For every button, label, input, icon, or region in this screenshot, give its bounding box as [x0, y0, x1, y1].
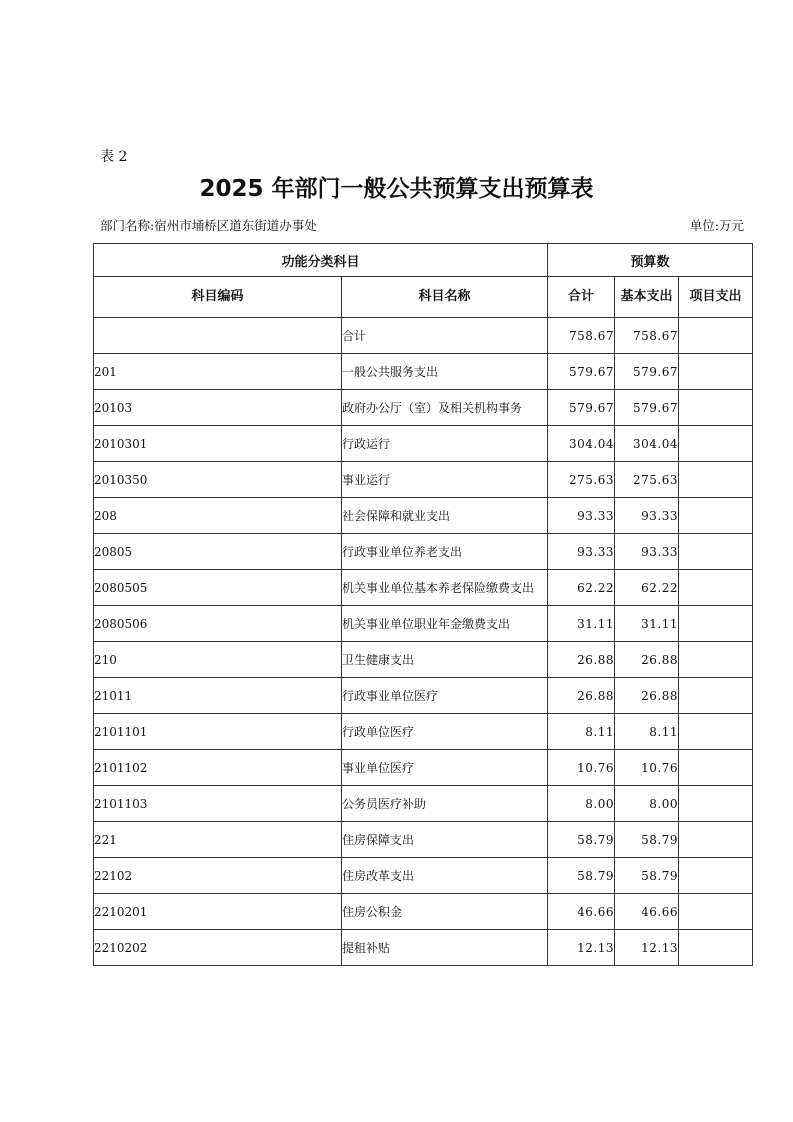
table-row: [94, 390, 753, 426]
cell-basic-expenditure: 62.22: [615, 570, 679, 606]
cell-basic-expenditure: 10.76: [615, 750, 679, 786]
cell-basic-expenditure: 275.63: [615, 462, 679, 498]
table-row: [94, 642, 753, 678]
cell-subject-code: 208: [94, 498, 342, 534]
cell-subject-name: 行政运行: [342, 426, 548, 462]
cell-subject-name: 合计: [342, 318, 548, 354]
cell-basic-expenditure: 58.79: [615, 858, 679, 894]
cell-subject-code: 22102: [94, 858, 342, 894]
cell-basic-expenditure: 31.11: [615, 606, 679, 642]
table-row: [94, 606, 753, 642]
table-row: [94, 534, 753, 570]
cell-project-expenditure: [679, 714, 753, 750]
cell-total: 8.00: [548, 786, 615, 822]
table-body: [94, 318, 753, 966]
table-group-header-row: [94, 244, 753, 277]
cell-project-expenditure: [679, 570, 753, 606]
cell-subject-name: 提租补贴: [342, 930, 548, 966]
cell-subject-code: 210: [94, 642, 342, 678]
cell-total: 93.33: [548, 534, 615, 570]
header-budget-amount: 预算数: [548, 244, 753, 277]
cell-subject-name: 事业单位医疗: [342, 750, 548, 786]
header-basic-expenditure: 基本支出: [615, 277, 679, 318]
cell-total: 58.79: [548, 858, 615, 894]
cell-total: 758.67: [548, 318, 615, 354]
cell-subject-code: 2210202: [94, 930, 342, 966]
cell-total: 304.04: [548, 426, 615, 462]
table-row: [94, 354, 753, 390]
cell-project-expenditure: [679, 786, 753, 822]
cell-total: 579.67: [548, 354, 615, 390]
table-row: [94, 462, 753, 498]
header-project-expenditure: 项目支出: [679, 277, 753, 318]
budget-table: [93, 243, 753, 966]
cell-project-expenditure: [679, 894, 753, 930]
cell-total: 10.76: [548, 750, 615, 786]
cell-subject-code: 2080506: [94, 606, 342, 642]
table-row: [94, 678, 753, 714]
cell-subject-name: 卫生健康支出: [342, 642, 548, 678]
cell-total: 26.88: [548, 642, 615, 678]
cell-project-expenditure: [679, 642, 753, 678]
cell-project-expenditure: [679, 930, 753, 966]
cell-subject-name: 政府办公厅（室）及相关机构事务: [342, 390, 548, 426]
cell-basic-expenditure: 58.79: [615, 822, 679, 858]
cell-subject-code: 2101101: [94, 714, 342, 750]
cell-basic-expenditure: 26.88: [615, 678, 679, 714]
cell-subject-code: 2010301: [94, 426, 342, 462]
cell-subject-name: 住房改革支出: [342, 858, 548, 894]
cell-subject-code: 221: [94, 822, 342, 858]
header-subject-code: 科目编码: [94, 277, 342, 318]
table-number-label: 表 2: [100, 149, 128, 165]
cell-total: 62.22: [548, 570, 615, 606]
table-row: [94, 426, 753, 462]
table-row: [94, 318, 753, 354]
department-name: 部门名称:宿州市埇桥区道东街道办事处: [100, 218, 317, 233]
cell-subject-name: 住房保障支出: [342, 822, 548, 858]
cell-subject-code: 20103: [94, 390, 342, 426]
cell-basic-expenditure: 579.67: [615, 390, 679, 426]
cell-project-expenditure: [679, 750, 753, 786]
cell-total: 46.66: [548, 894, 615, 930]
cell-subject-code: 2010350: [94, 462, 342, 498]
table-column-header-row: [94, 277, 753, 318]
cell-subject-name: 住房公积金: [342, 894, 548, 930]
cell-basic-expenditure: 8.11: [615, 714, 679, 750]
cell-total: 8.11: [548, 714, 615, 750]
table-row: [94, 930, 753, 966]
cell-total: 579.67: [548, 390, 615, 426]
cell-subject-name: 公务员医疗补助: [342, 786, 548, 822]
cell-subject-name: 一般公共服务支出: [342, 354, 548, 390]
cell-subject-code: 2210201: [94, 894, 342, 930]
cell-subject-name: 事业运行: [342, 462, 548, 498]
header-total: 合计: [548, 277, 615, 318]
table-row: [94, 894, 753, 930]
header-functional-classification: 功能分类科目: [94, 244, 548, 277]
cell-basic-expenditure: 46.66: [615, 894, 679, 930]
cell-basic-expenditure: 26.88: [615, 642, 679, 678]
cell-total: 12.13: [548, 930, 615, 966]
cell-subject-code: 2101103: [94, 786, 342, 822]
document-title: 2025 年部门一般公共预算支出预算表: [199, 176, 594, 202]
cell-subject-code: 201: [94, 354, 342, 390]
cell-subject-name: 行政事业单位医疗: [342, 678, 548, 714]
cell-basic-expenditure: 304.04: [615, 426, 679, 462]
cell-project-expenditure: [679, 390, 753, 426]
cell-subject-code: 2080505: [94, 570, 342, 606]
cell-total: 93.33: [548, 498, 615, 534]
cell-total: 31.11: [548, 606, 615, 642]
cell-subject-name: 行政单位医疗: [342, 714, 548, 750]
cell-project-expenditure: [679, 498, 753, 534]
cell-project-expenditure: [679, 678, 753, 714]
cell-project-expenditure: [679, 462, 753, 498]
table-row: [94, 858, 753, 894]
cell-project-expenditure: [679, 534, 753, 570]
cell-project-expenditure: [679, 426, 753, 462]
cell-basic-expenditure: 12.13: [615, 930, 679, 966]
header-subject-name: 科目名称: [342, 277, 548, 318]
cell-basic-expenditure: 8.00: [615, 786, 679, 822]
cell-subject-code: 21011: [94, 678, 342, 714]
cell-basic-expenditure: 93.33: [615, 534, 679, 570]
cell-subject-name: 机关事业单位基本养老保险缴费支出: [342, 570, 548, 606]
cell-basic-expenditure: 93.33: [615, 498, 679, 534]
table-row: [94, 714, 753, 750]
table-row: [94, 750, 753, 786]
cell-basic-expenditure: 579.67: [615, 354, 679, 390]
cell-total: 26.88: [548, 678, 615, 714]
table-row: [94, 498, 753, 534]
cell-subject-name: 社会保障和就业支出: [342, 498, 548, 534]
cell-project-expenditure: [679, 606, 753, 642]
table-row: [94, 822, 753, 858]
cell-subject-name: 行政事业单位养老支出: [342, 534, 548, 570]
cell-subject-name: 机关事业单位职业年金缴费支出: [342, 606, 548, 642]
cell-subject-code: 2101102: [94, 750, 342, 786]
cell-subject-code: [94, 318, 342, 354]
table-row: [94, 570, 753, 606]
cell-project-expenditure: [679, 858, 753, 894]
table-row: [94, 786, 753, 822]
cell-total: 275.63: [548, 462, 615, 498]
cell-basic-expenditure: 758.67: [615, 318, 679, 354]
unit-label: 单位:万元: [689, 218, 744, 233]
cell-total: 58.79: [548, 822, 615, 858]
cell-subject-code: 20805: [94, 534, 342, 570]
cell-project-expenditure: [679, 354, 753, 390]
cell-project-expenditure: [679, 822, 753, 858]
cell-project-expenditure: [679, 318, 753, 354]
